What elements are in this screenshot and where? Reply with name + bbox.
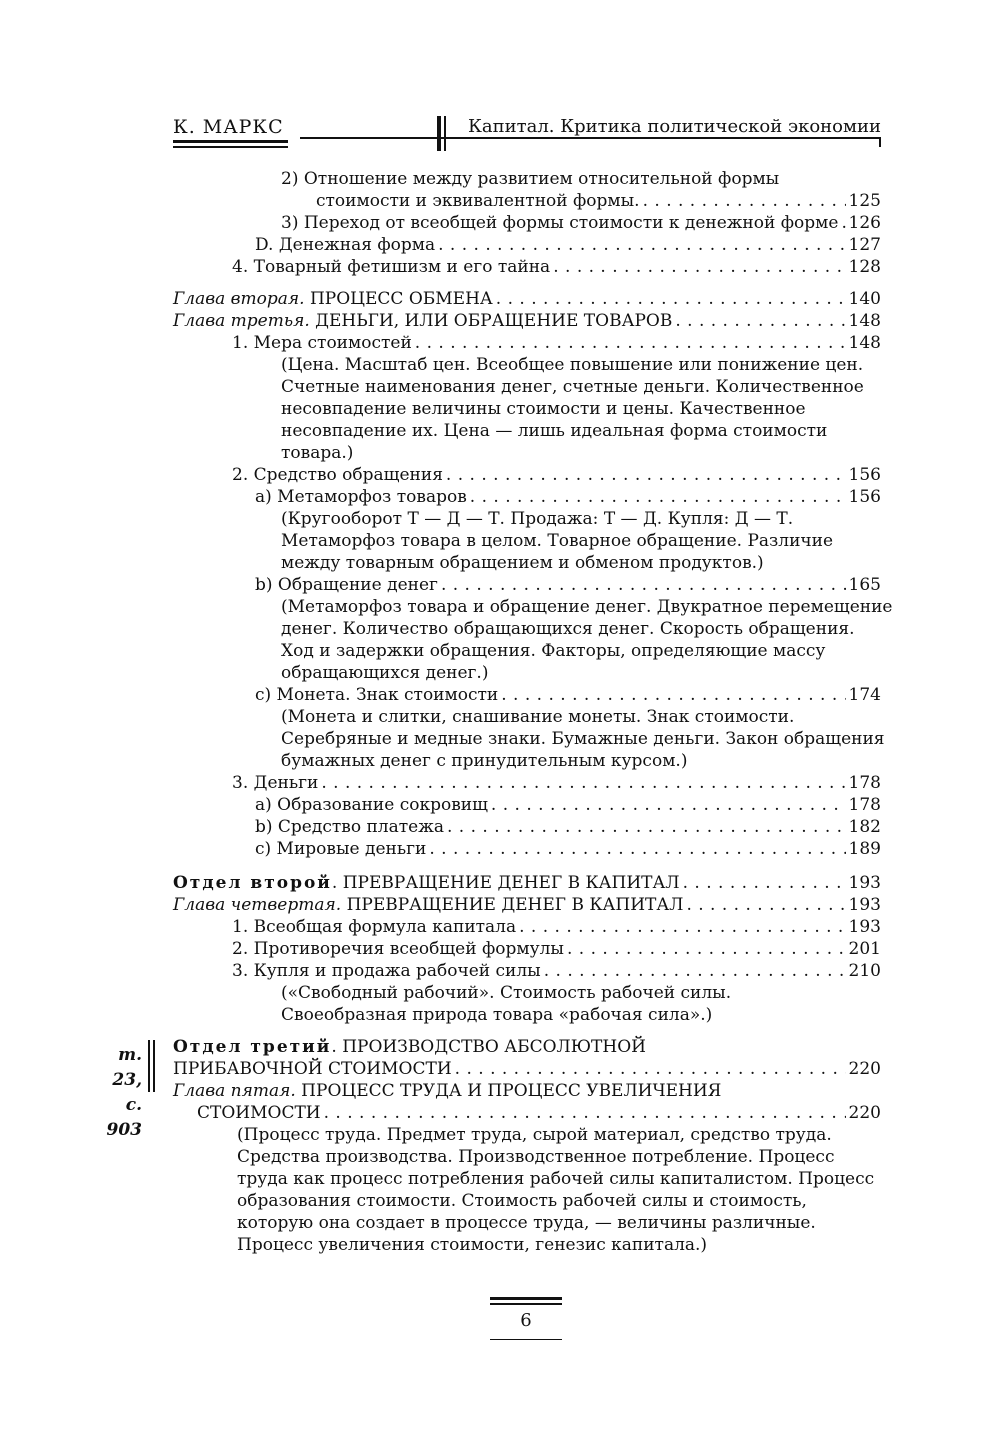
folio-ornament [490,1303,562,1305]
toc-dot-leader [441,574,846,596]
toc-text-line [173,442,881,464]
toc-dot-leader [501,684,845,706]
toc-entry-title [232,256,550,278]
toc-text-line [173,508,881,530]
toc-page-number: 193 [848,895,881,915]
toc-page-number: 189 [848,839,881,859]
toc-dot-leader [321,772,845,794]
toc-entry-text: Серебряные и медные знаки. Бумажные деньги. Закон обращения [281,729,885,749]
margin-reference-page: с. 903 [106,1095,142,1140]
toc-entry-text: 3. Деньги [232,773,319,793]
toc-entry-title [281,421,827,441]
toc-entry-text: . ПРОИЗВОДСТВО АБСОЛЮТНОЙ [331,1037,646,1057]
toc-entry [173,212,881,234]
toc-dot-leader [429,838,845,860]
margin-rule [148,1040,150,1092]
toc-entry-title [232,938,564,960]
toc-entry [173,332,881,354]
toc-text-line [173,1212,881,1234]
toc-entry [173,916,881,938]
toc-entry-text: a) Образование сокровищ [255,795,488,815]
toc-entry-title [237,1169,874,1189]
toc-page-number: 156 [848,465,881,485]
margin-reference-volume: т. 23, [112,1045,142,1090]
toc-entry-title [232,960,541,982]
toc-entry-title [197,1102,321,1124]
toc-entry-title [237,1191,807,1211]
toc-dot-leader [415,332,846,354]
toc-entry-text: 1. Всеобщая формула капитала [232,917,517,937]
toc-entry-text: товара.) [281,443,354,463]
toc-entry [173,894,881,916]
toc-text-line [173,728,885,750]
toc-page-number: 220 [848,1103,881,1123]
toc-entry-title [281,399,806,419]
toc-entry-text: стоимости и эквивалентной формы. [316,191,640,211]
toc-entry-title [255,486,467,508]
toc-entry-title [255,234,435,256]
toc-entry-title [255,574,438,596]
toc-entry-text: труда как процесс потребления рабочей силы капиталистом. Процесс [237,1169,875,1189]
toc-text-line [173,1036,881,1058]
toc-entry-title [173,1058,452,1080]
toc-text-line [173,640,881,662]
toc-entry-label: Отдел третий [173,1037,332,1057]
toc-entry-text: b) Обращение денег [255,575,438,595]
toc-entry-text: несовпадение величины стоимости и цены. Качественное [281,399,806,419]
toc-page-number: 178 [848,795,881,815]
toc-dot-leader [553,256,845,278]
toc-entry [173,938,881,960]
toc-spacer [173,860,881,872]
toc-page-number: 156 [848,487,881,507]
toc-entry [173,816,881,838]
toc-entry-text: ПРОЦЕСС ТРУДА И ПРОЦЕСС УВЕЛИЧЕНИЯ [295,1081,722,1101]
toc-text-line [173,354,881,376]
toc-text-line [173,1146,881,1168]
toc-text-line [173,1190,881,1212]
toc-text-line [173,552,881,574]
toc-entry-text: b) Средство платежа [255,817,444,837]
toc-entry [173,234,881,256]
toc-entry-text: бумажных денег с принудительным курсом.) [281,751,688,771]
toc-text-line [173,1234,881,1256]
toc-entry-text: . ПРЕВРАЩЕНИЕ ДЕНЕГ В КАПИТАЛ [331,873,680,893]
toc-entry-label: Отдел второй [173,873,332,893]
toc-entry-title [281,355,863,375]
toc-text-line [173,706,881,728]
toc-entry [173,464,881,486]
toc-entry-title [173,1081,721,1101]
toc-page-number: 201 [848,939,881,959]
toc-entry-title [281,729,885,749]
toc-entry-title [173,1037,646,1057]
toc-entry-text: 4. Товарный фетишизм и его тайна [232,257,551,277]
toc-entry [173,1058,881,1080]
toc-page-number: 174 [848,685,881,705]
toc-entry-title [232,772,318,794]
toc-text-line [173,376,881,398]
toc-entry-title [232,916,516,938]
toc-entry-text: D. Денежная форма [255,235,436,255]
toc-entry-title [281,531,833,551]
toc-dot-leader [841,212,845,234]
toc-page-number: 178 [848,773,881,793]
toc-entry [173,486,881,508]
toc-entry-title [237,1213,816,1233]
toc-entry-text: Счетные наименования денег, счетные деньги. Количественное [281,377,864,397]
toc-text-line [173,982,881,1004]
toc-text-line [173,1080,881,1102]
toc-page-number: 126 [848,213,881,233]
toc-entry-text: Метаморфоз товара в целом. Товарное обращение. Различие [281,531,834,551]
toc-entry-text: 2. Средство обращения [232,465,443,485]
toc-text-line [173,750,881,772]
toc-entry [173,288,881,310]
toc-entry-text: 2) Отношение между развитием относительной формы [281,169,780,189]
toc-entry-text: c) Монета. Знак стоимости [255,685,499,705]
toc-entry-text: 2. Противоречия всеобщей формулы [232,939,564,959]
header-rule [300,137,881,139]
toc-text-line [173,420,881,442]
toc-spacer [173,278,881,288]
toc-dot-leader [491,794,846,816]
toc-entry [173,960,881,982]
toc-entry [173,574,881,596]
toc-dot-leader [567,938,846,960]
toc-dot-leader [544,960,846,982]
toc-dot-leader [675,310,845,332]
toc-entry-text: денег. Количество обращающихся денег. Скорость обращения. [281,619,855,639]
toc-dot-leader [447,816,846,838]
toc-entry-title [281,619,855,639]
toc-entry-text: Своеобразная природа товара «рабочая сила».) [281,1005,713,1025]
toc-entry [173,256,881,278]
toc-entry-title [173,310,672,332]
toc-entry-text: (Метаморфоз товара и обращение денег. Двукратное перемещение [281,597,893,617]
toc-entry-title [173,894,683,916]
toc-entry-text: ПРОЦЕСС ОБМЕНА [304,289,493,309]
toc-page-number: 125 [848,191,881,211]
toc-entry-title [237,1235,707,1255]
toc-entry-title [281,553,764,573]
toc-entry-title [232,332,412,354]
toc-entry-title [281,707,794,727]
toc-entry-text: (Монета и слитки, снашивание монеты. Знак стоимости. [281,707,795,727]
header-book-title: Капитал. Критика политической экономии [468,116,881,137]
toc-entry-text: («Свободный рабочий». Стоимость рабочей силы. [281,983,732,1003]
toc-entry-title [316,190,640,212]
toc-entry [173,684,881,706]
toc-entry-text: a) Метаморфоз товаров [255,487,467,507]
toc-entry [173,1102,881,1124]
toc-entry-text: 1. Мера стоимостей [232,333,412,353]
toc-page-number: 220 [848,1059,881,1079]
toc-entry-title [281,377,864,397]
toc-dot-leader [683,872,846,894]
toc-entry-text: (Цена. Масштаб цен. Всеобщее повышение или понижение цен. [281,355,864,375]
toc-text-line [173,1004,881,1026]
toc-entry-text: ДЕНЬГИ, ИЛИ ОБРАЩЕНИЕ ТОВАРОВ [309,311,673,331]
header-divider [444,116,446,151]
page-number: 6 [520,1310,532,1331]
header-divider [437,116,441,151]
toc-entry-title [255,838,426,860]
header-ornament-rule [173,140,288,143]
toc-entry-text: между товарным обращением и обменом продуктов.) [281,553,764,573]
toc-entry-title [281,983,731,1003]
toc-entry-title [281,597,893,617]
toc-page-number: 165 [848,575,881,595]
toc-entry-text: СТОИМОСТИ [197,1103,321,1123]
toc-dot-leader [455,1058,846,1080]
toc-dot-leader [470,486,846,508]
toc-entry-label: Глава третья. [173,311,310,331]
toc-dot-leader [324,1102,846,1124]
header-ornament-rule [173,146,288,148]
toc-entry [173,190,881,212]
toc-dot-leader [438,234,845,256]
toc-entry [173,872,881,894]
margin-rule [153,1040,155,1092]
toc-entry-title [281,641,825,661]
toc-entry-title [255,794,488,816]
toc-entry [173,772,881,794]
toc-page-number: 182 [848,817,881,837]
toc-page-number: 193 [848,873,881,893]
toc-entry-title [173,288,493,310]
toc-entry-text: образования стоимости. Стоимость рабочей силы и стоимость, [237,1191,807,1211]
toc-entry-title [281,212,838,234]
toc-dot-leader [686,894,845,916]
margin-reference [86,1043,142,1143]
toc-entry-title [281,169,779,189]
toc-dot-leader [446,464,846,486]
table-of-contents [173,168,893,1256]
toc-entry-title [173,872,680,894]
toc-entry [173,310,881,332]
toc-page-number: 148 [848,311,881,331]
toc-entry-text: c) Мировые деньги [255,839,427,859]
toc-entry-title [255,684,498,706]
toc-entry-text: Ход и задержки обращения. Факторы, определяющие массу [281,641,826,661]
toc-entry-text: 3) Переход от всеобщей формы стоимости к денежной форме [281,213,839,233]
toc-text-line [173,398,881,420]
toc-entry-text: ПРЕВРАЩЕНИЕ ДЕНЕГ В КАПИТАЛ [341,895,684,915]
toc-page-number: 140 [848,289,881,309]
toc-text-line [173,1168,881,1190]
toc-dot-leader [519,916,845,938]
toc-entry-title [281,663,488,683]
toc-text-line [173,618,881,640]
toc-entry [173,794,881,816]
header-rule-end [879,137,881,147]
toc-entry-title [281,443,353,463]
toc-text-line [173,530,881,552]
toc-text-line [173,662,881,684]
toc-entry-text: которую она создает в процессе труда, — величины различные. [237,1213,816,1233]
toc-entry-title [232,464,443,486]
toc-text-line [173,596,893,618]
folio-rule [490,1339,562,1340]
toc-entry-text: обращающихся денег.) [281,663,489,683]
toc-entry-title [237,1125,832,1145]
toc-page-number: 210 [848,961,881,981]
toc-entry-label: Глава вторая. [173,289,305,309]
toc-page-number: 148 [848,333,881,353]
toc-text-line [173,1124,881,1146]
toc-entry-text: несовпадение их. Цена — лишь идеальная форма стоимости [281,421,828,441]
toc-entry-label: Глава пятая. [173,1081,296,1101]
toc-entry-title [255,816,444,838]
toc-entry-label: Глава четвертая. [173,895,342,915]
toc-entry-text: 3. Купля и продажа рабочей силы [232,961,541,981]
toc-page-number: 128 [848,257,881,277]
toc-entry-title [281,751,687,771]
toc-entry-title [237,1147,834,1167]
toc-entry [173,838,881,860]
toc-dot-leader [496,288,846,310]
toc-page-number: 193 [848,917,881,937]
toc-entry-title [281,1005,712,1025]
toc-entry-text: Средства производства. Производственное потребление. Процесс [237,1147,835,1167]
toc-text-line [173,168,881,190]
toc-page-number: 127 [848,235,881,255]
toc-entry-text: Процесс увеличения стоимости, генезис капитала.) [237,1235,708,1255]
toc-entry-text: (Процесс труда. Предмет труда, сырой материал, средство труда. [237,1125,832,1145]
folio-ornament [490,1297,562,1300]
toc-entry-text: ПРИБАВОЧНОЙ СТОИМОСТИ [173,1059,452,1079]
toc-spacer [173,1026,881,1036]
toc-entry-title [281,509,793,529]
header-author: К. МАРКС [173,116,284,138]
toc-entry-text: (Кругооборот Т — Д — Т. Продажа: Т — Д. Купля: Д — Т. [281,509,794,529]
toc-dot-leader [643,190,846,212]
